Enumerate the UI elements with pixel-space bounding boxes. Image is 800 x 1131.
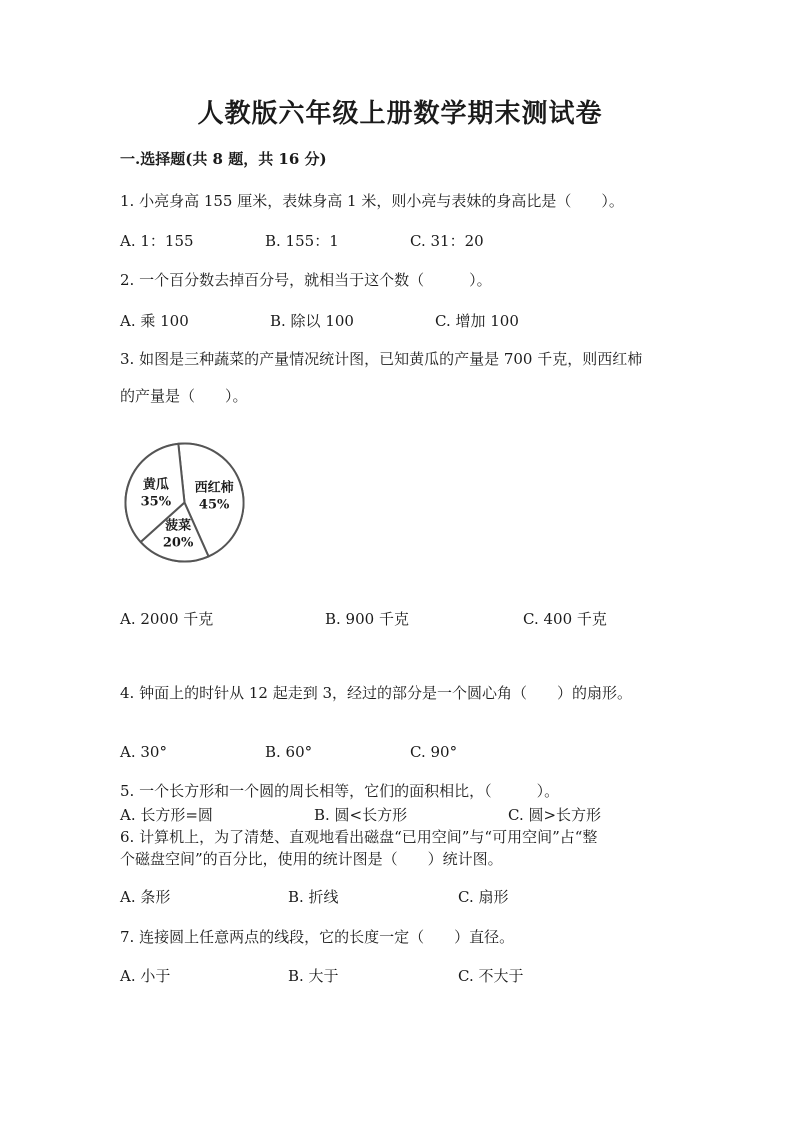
question-2-option-c: C. 增加 100 [435, 312, 519, 330]
question-6-option-c: C. 扇形 [458, 888, 509, 906]
pie-slice-name-1: 菠菜 [165, 518, 192, 534]
question-2-option-b: B. 除以 100 [270, 312, 354, 330]
pie-slice-name-2: 黄瓜 [142, 477, 169, 493]
question-2-option-a: A. 乘 100 [120, 312, 189, 330]
question-1-option-a: A. 1：155 [120, 232, 194, 250]
question-2-text: 2. 一个百分数去掉百分号，就相当于这个数（ ）。 [120, 271, 492, 289]
question-6-text-line-1: 6. 计算机上，为了清楚、直观地看出磁盘“已用空间”与“可用空间”占“整 [120, 828, 598, 846]
question-5-option-a: A. 长方形=圆 [120, 806, 213, 824]
question-7-option-c: C. 不大于 [458, 967, 524, 985]
pie-slice-percent-2: 35% [140, 494, 172, 510]
question-3-text-line-2: 的产量是（ ）。 [120, 387, 248, 405]
pie-chart-svg [122, 440, 247, 565]
pie-slice-percent-1: 20% [162, 535, 194, 551]
question-4-option-a: A. 30° [120, 743, 167, 761]
question-5-text: 5. 一个长方形和一个圆的周长相等，它们的面积相比，（ ）。 [120, 782, 560, 800]
question-7-text: 7. 连接圆上任意两点的线段，它的长度一定（ ）直径。 [120, 928, 515, 946]
page-title: 人教版六年级上册数学期末测试卷 [197, 99, 603, 129]
question-6-option-a: A. 条形 [120, 888, 171, 906]
pie-slice-percent-0: 45% [198, 497, 230, 513]
section-heading: 一.选择题(共 8 题，共 16 分) [120, 150, 327, 168]
question-5-option-b: B. 圆<长方形 [314, 806, 408, 824]
question-1-text: 1. 小亮身高 155 厘米，表妹身高 1 米，则小亮与表妹的身高比是（ ）。 [120, 192, 624, 210]
question-4-option-c: C. 90° [410, 743, 458, 761]
question-1-option-b: B. 155：1 [265, 232, 339, 250]
question-6-option-b: B. 折线 [288, 888, 339, 906]
question-3-option-a: A. 2000 千克 [120, 610, 214, 628]
pie-chart [122, 440, 247, 565]
question-3-text-line-1: 3. 如图是三种蔬菜的产量情况统计图，已知黄瓜的产量是 700 千克，则西红柿 [120, 350, 643, 368]
question-1-option-c: C. 31：20 [410, 232, 484, 250]
question-4-option-b: B. 60° [265, 743, 313, 761]
question-4-text: 4. 钟面上的时针从 12 起走到 3，经过的部分是一个圆心角（ ）的扇形。 [120, 684, 633, 702]
question-5-option-c: C. 圆>长方形 [508, 806, 602, 824]
question-3-option-c: C. 400 千克 [523, 610, 607, 628]
question-7-option-a: A. 小于 [120, 967, 171, 985]
question-3-option-b: B. 900 千克 [325, 610, 409, 628]
pie-slice-name-0: 西红柿 [194, 480, 234, 496]
question-6-text-line-2: 个磁盘空间”的百分比，使用的统计图是（ ）统计图。 [120, 850, 503, 868]
question-7-option-b: B. 大于 [288, 967, 339, 985]
